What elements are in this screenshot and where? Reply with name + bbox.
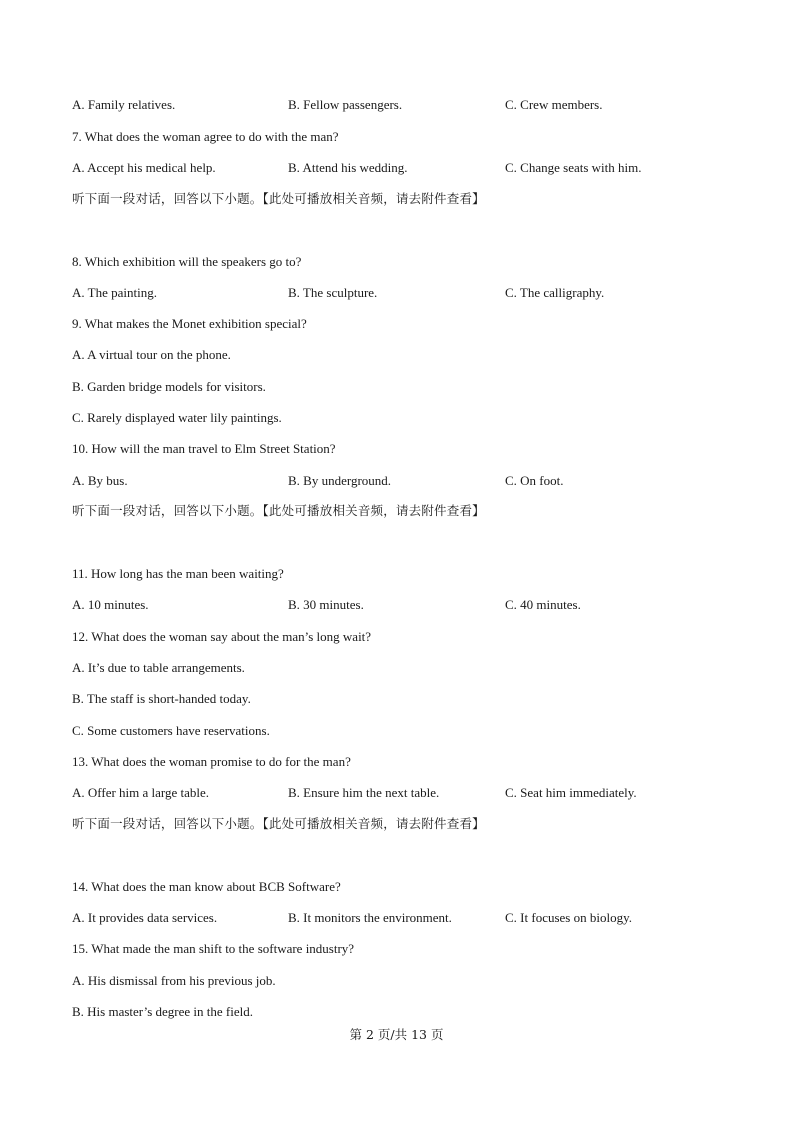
q11-option-a: A. 10 minutes. [72, 597, 149, 612]
q15-option-a: A. His dismissal from his previous job. [72, 973, 276, 988]
q10-option-c: C. On foot. [505, 473, 564, 488]
q10-option-a: A. By bus. [72, 473, 128, 488]
q9-option-b: B. Garden bridge models for visitors. [72, 379, 266, 394]
q7-option-c: C. Change seats with him. [505, 160, 642, 175]
q13-option-c: C. Seat him immediately. [505, 785, 637, 800]
q8-option-b: B. The sculpture. [288, 285, 378, 300]
listening-instruction: 听下面一段对话，回答以下小题。【此处可播放相关音频，请去附件查看】 [72, 503, 485, 518]
q14-option-b: B. It monitors the environment. [288, 910, 452, 925]
q7-question: 7. What does the woman agree to do with the man? [72, 129, 339, 144]
q14-option-a: A. It provides data services. [72, 910, 218, 925]
q15-question: 15. What made the man shift to the software industry? [72, 941, 355, 956]
q7-option-a: A. Accept his medical help. [72, 160, 216, 175]
q11-option-b: B. 30 minutes. [288, 597, 364, 612]
listening-instruction: 听下面一段对话，回答以下小题。【此处可播放相关音频，请去附件查看】 [72, 191, 485, 206]
q8-question: 8. Which exhibition will the speakers go to? [72, 254, 302, 269]
q11-option-c: C. 40 minutes. [505, 597, 581, 612]
q10-question: 10. How will the man travel to Elm Street Station? [72, 441, 336, 456]
q9-option-c: C. Rarely displayed water lily paintings. [72, 410, 282, 425]
q6-option-c: C. Crew members. [505, 97, 603, 112]
q12-option-a: A. It’s due to table arrangements. [72, 660, 245, 675]
q12-option-b: B. The staff is short-handed today. [72, 691, 251, 706]
q14-option-c: C. It focuses on biology. [505, 910, 632, 925]
q7-option-b: B. Attend his wedding. [288, 160, 408, 175]
q8-option-a: A. The painting. [72, 285, 157, 300]
listening-instruction: 听下面一段对话，回答以下小题。【此处可播放相关音频，请去附件查看】 [72, 816, 485, 831]
q15-option-b: B. His master’s degree in the field. [72, 1004, 253, 1019]
q14-question: 14. What does the man know about BCB Software? [72, 879, 341, 894]
q9-option-a: A. A virtual tour on the phone. [72, 347, 231, 362]
q13-option-b: B. Ensure him the next table. [288, 785, 440, 800]
page-footer: 第 2 页/共 13 页 [349, 1027, 444, 1042]
q12-question: 12. What does the woman say about the man’s long wait? [72, 629, 372, 644]
q9-question: 9. What makes the Monet exhibition special? [72, 316, 307, 331]
q8-option-c: C. The calligraphy. [505, 285, 605, 300]
q6-option-a: A. Family relatives. [72, 97, 176, 112]
q13-question: 13. What does the woman promise to do for the man? [72, 754, 351, 769]
q6-option-b: B. Fellow passengers. [288, 97, 403, 112]
q12-option-c: C. Some customers have reservations. [72, 723, 270, 738]
q13-option-a: A. Offer him a large table. [72, 785, 210, 800]
q10-option-b: B. By underground. [288, 473, 392, 488]
q11-question: 11. How long has the man been waiting? [72, 566, 284, 581]
